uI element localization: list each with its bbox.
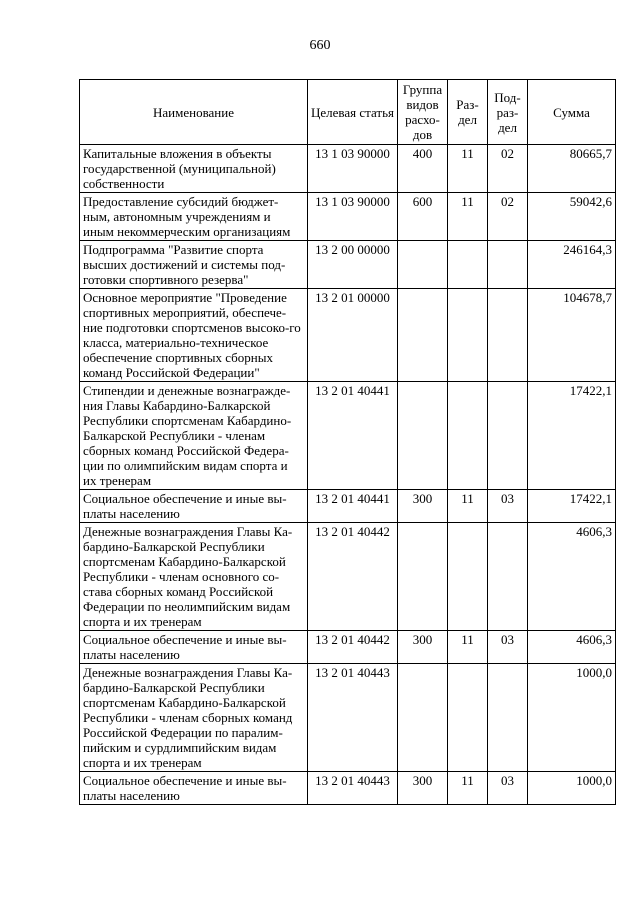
cell-article: 13 2 01 40443 [308, 664, 398, 772]
cell-name: Социальное обеспечение и иные вы-платы населению [80, 772, 308, 805]
budget-table [79, 79, 616, 805]
cell-amount: 104678,7 [528, 289, 616, 382]
cell-section: 11 [448, 631, 488, 664]
cell-section: 11 [448, 193, 488, 241]
cell-article: 13 1 03 90000 [308, 145, 398, 193]
cell-group: 300 [398, 490, 448, 523]
page-number: 660 [309, 38, 331, 53]
cell-group [398, 523, 448, 631]
cell-group [398, 241, 448, 289]
cell-amount: 17422,1 [528, 382, 616, 490]
cell-amount: 1000,0 [528, 772, 616, 805]
cell-name: Основное мероприятие "Проведение спортивных мероприятий, обеспече-ние подготовки спортсменов высоко-го класса, материально-техническое обеспечение спортивных сборных команд Российской Федерации" [80, 289, 308, 382]
table-row [80, 631, 616, 664]
cell-article: 13 1 03 90000 [308, 193, 398, 241]
cell-amount: 17422,1 [528, 490, 616, 523]
cell-subsection [488, 382, 528, 490]
cell-section [448, 382, 488, 490]
cell-subsection: 02 [488, 193, 528, 241]
cell-article: 13 2 01 40443 [308, 772, 398, 805]
cell-name: Капитальные вложения в объекты государственной (муниципальной) собственности [80, 145, 308, 193]
table-row [80, 382, 616, 490]
cell-name: Подпрограмма "Развитие спорта высших достижений и системы под-готовки спортивного резерва" [80, 241, 308, 289]
cell-article: 13 2 01 40441 [308, 382, 398, 490]
cell-subsection: 03 [488, 631, 528, 664]
table-row [80, 523, 616, 631]
cell-article: 13 2 01 00000 [308, 289, 398, 382]
cell-section [448, 289, 488, 382]
cell-amount: 1000,0 [528, 664, 616, 772]
table-body [80, 145, 616, 805]
cell-group [398, 382, 448, 490]
table-header-row [80, 80, 616, 145]
table-row [80, 289, 616, 382]
header-name: Наименование [80, 80, 308, 145]
table-row [80, 490, 616, 523]
cell-article: 13 2 00 00000 [308, 241, 398, 289]
cell-subsection: 02 [488, 145, 528, 193]
cell-group: 300 [398, 631, 448, 664]
table-row [80, 145, 616, 193]
table-row [80, 193, 616, 241]
cell-group: 600 [398, 193, 448, 241]
cell-amount: 59042,6 [528, 193, 616, 241]
header-amount: Сумма [528, 80, 616, 145]
cell-group [398, 664, 448, 772]
cell-name: Денежные вознаграждения Главы Ка-бардино-Балкарской Республики спортсменам Кабардино-Балкарской Республики - членам основного со-става сборных команд Российской Федерации по неолимпийским видам спорта и их тренерам [80, 523, 308, 631]
cell-group: 400 [398, 145, 448, 193]
cell-article: 13 2 01 40442 [308, 523, 398, 631]
cell-section: 11 [448, 145, 488, 193]
table-row [80, 664, 616, 772]
cell-subsection [488, 523, 528, 631]
cell-amount: 4606,3 [528, 523, 616, 631]
cell-amount: 246164,3 [528, 241, 616, 289]
cell-subsection [488, 241, 528, 289]
cell-group [398, 289, 448, 382]
header-article: Целевая статья [308, 80, 398, 145]
cell-amount: 80665,7 [528, 145, 616, 193]
cell-name: Социальное обеспечение и иные вы-платы населению [80, 490, 308, 523]
cell-subsection: 03 [488, 490, 528, 523]
cell-name: Стипендии и денежные вознагражде-ния Главы Кабардино-Балкарской Республики спортсменам Кабардино-Балкарской Республики - членам сборных команд Российской Федера-ции по олимпийским видам спорта и их тренерам [80, 382, 308, 490]
cell-name: Предоставление субсидий бюджет-ным, автономным учреждениям и иным некоммерческим организациям [80, 193, 308, 241]
cell-subsection: 03 [488, 772, 528, 805]
cell-amount: 4606,3 [528, 631, 616, 664]
cell-subsection [488, 289, 528, 382]
cell-section: 11 [448, 490, 488, 523]
cell-group: 300 [398, 772, 448, 805]
cell-article: 13 2 01 40441 [308, 490, 398, 523]
header-section: Раз-дел [448, 80, 488, 145]
cell-section [448, 241, 488, 289]
cell-article: 13 2 01 40442 [308, 631, 398, 664]
cell-section [448, 664, 488, 772]
table-row [80, 241, 616, 289]
cell-section [448, 523, 488, 631]
cell-name: Денежные вознаграждения Главы Ка-бардино-Балкарской Республики спортсменам Кабардино-Балкарской Республики - членам сборных команд Российской Федерации по паралим-пийским и сурдлимпийским видам спорта и их тренерам [80, 664, 308, 772]
table-row [80, 772, 616, 805]
header-subsection: Под-раз-дел [488, 80, 528, 145]
header-group: Группа видов расхо-дов [398, 80, 448, 145]
cell-section: 11 [448, 772, 488, 805]
cell-subsection [488, 664, 528, 772]
cell-name: Социальное обеспечение и иные вы-платы населению [80, 631, 308, 664]
